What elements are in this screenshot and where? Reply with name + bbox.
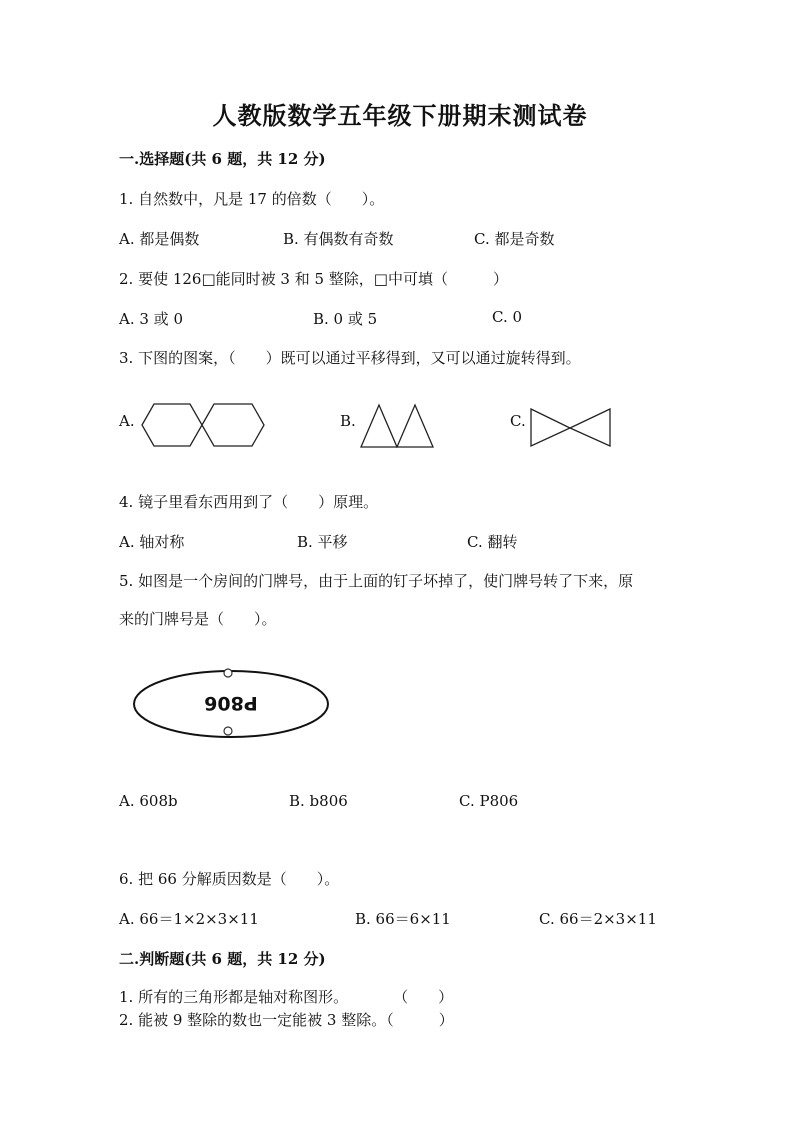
judgment-question-2: 2. 能被 9 整除的数也一定能被 3 整除。（ ） — [119, 1011, 454, 1029]
q5-option-a: A. 608b — [119, 792, 178, 810]
q6-option-b: B. 66＝6×11 — [355, 910, 451, 928]
q3-option-c: C. — [510, 412, 526, 430]
question-5-line-2: 来的门牌号是（ ）。 — [119, 610, 277, 628]
bowtie-figure — [530, 408, 612, 448]
double-triangle-figure — [359, 403, 437, 449]
section-heading-judgment: 二.判断题(共 6 题，共 12 分) — [119, 950, 326, 968]
q5-option-c: C. P806 — [459, 792, 519, 810]
q1-option-a: A. 都是偶数 — [119, 230, 200, 248]
q1-option-b: B. 有偶数有奇数 — [283, 230, 394, 248]
q3-option-b: B. — [340, 412, 356, 430]
question-6: 6. 把 66 分解质因数是（ ）。 — [119, 870, 340, 888]
q6-option-a: A. 66＝1×2×3×11 — [119, 910, 259, 928]
door-plate-figure — [132, 668, 332, 740]
q3-option-a: A. — [119, 412, 135, 430]
q1-option-c: C. 都是奇数 — [474, 230, 555, 248]
double-hexagon-figure — [140, 403, 266, 447]
q4-option-a: A. 轴对称 — [119, 533, 185, 551]
question-3: 3. 下图的图案，（ ）既可以通过平移得到，又可以通过旋转得到。 — [119, 349, 581, 367]
section-heading-choice: 一.选择题(共 6 题，共 12 分) — [119, 150, 326, 168]
question-1: 1. 自然数中，凡是 17 的倍数（ ）。 — [119, 190, 385, 208]
q4-option-c: C. 翻转 — [467, 533, 518, 551]
question-2: 2. 要使 126□能同时被 3 和 5 整除，□中可填（ ） — [119, 270, 508, 288]
question-5-line-1: 5. 如图是一个房间的门牌号，由于上面的钉子坏掉了，使门牌号转了下来，原 — [119, 572, 634, 590]
judgment-question-1: 1. 所有的三角形都是轴对称图形。 （ ） — [119, 988, 454, 1006]
q2-option-b: B. 0 或 5 — [313, 310, 378, 328]
door-plate-number: P806 — [204, 692, 258, 714]
q2-option-c: C. 0 — [492, 308, 523, 326]
q4-option-b: B. 平移 — [297, 533, 348, 551]
page-title: 人教版数学五年级下册期末测试卷 — [212, 101, 588, 130]
q5-option-b: B. b806 — [289, 792, 348, 810]
q2-option-a: A. 3 或 0 — [119, 310, 183, 328]
question-4: 4. 镜子里看东西用到了（ ）原理。 — [119, 493, 379, 511]
q6-option-c: C. 66＝2×3×11 — [539, 910, 657, 928]
